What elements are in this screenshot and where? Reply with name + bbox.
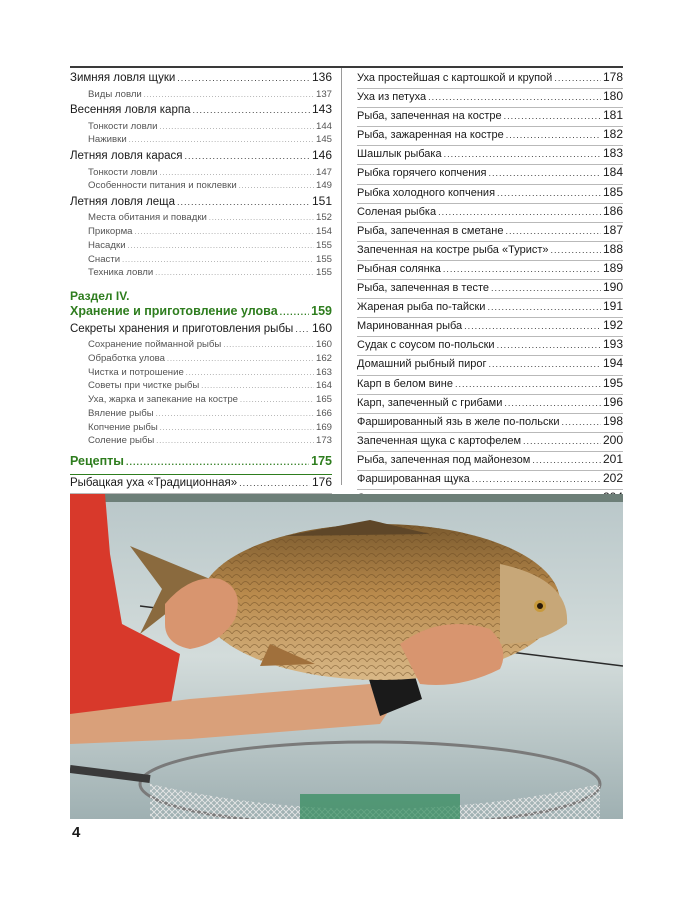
toc-entry-page: 184 <box>602 165 623 180</box>
toc-entry-page: 181 <box>602 108 623 123</box>
toc-entry-page: 180 <box>602 89 623 104</box>
toc-entry[interactable] <box>70 240 332 254</box>
toc-entry[interactable] <box>357 356 623 375</box>
leader-dots <box>428 92 601 102</box>
toc-entry-title: Рыба, зажаренная на костре <box>357 129 504 142</box>
toc-entry-title: Наживки <box>88 134 127 146</box>
toc-entry-page: 182 <box>602 127 623 142</box>
toc-entry-page: 194 <box>602 356 623 371</box>
leader-dots <box>491 283 601 293</box>
leader-dots <box>126 457 309 467</box>
toc-entry-page: 185 <box>602 184 623 199</box>
toc-entry[interactable] <box>70 226 332 240</box>
toc-entry-title: Фаршированный язь в желе по-польски <box>357 415 560 428</box>
toc-entry-title: Уха простейшая с картошкой и крупой <box>357 72 553 84</box>
leader-dots <box>497 340 601 350</box>
toc-entry[interactable] <box>357 146 623 165</box>
leader-dots <box>561 417 601 427</box>
leader-dots <box>209 215 314 222</box>
toc-entry-title: Рыбка горячего копчения <box>357 167 487 180</box>
toc-entry[interactable] <box>70 321 332 340</box>
toc-entry[interactable] <box>70 194 332 213</box>
toc-entry-page: 190 <box>602 280 623 295</box>
toc-entry[interactable] <box>70 102 332 121</box>
leader-dots <box>156 411 314 418</box>
toc-entry-page: 149 <box>315 180 332 192</box>
toc-entry-title: Виды ловли <box>88 88 142 100</box>
toc-entry[interactable] <box>357 318 623 337</box>
toc-entry-page: 176 <box>311 474 332 489</box>
toc-entry-title: Рыба, запеченная под майонезом <box>357 453 531 466</box>
toc-entry[interactable] <box>357 204 623 223</box>
leader-dots <box>455 379 601 389</box>
leader-dots <box>443 264 601 274</box>
toc-entry-title: Судак с соусом по-польски <box>357 339 495 352</box>
toc-entry-title: Секреты хранения и приготовления рыбы <box>70 322 294 335</box>
leader-dots <box>223 342 314 349</box>
leader-dots <box>135 229 314 236</box>
leader-dots <box>523 436 601 446</box>
toc-entry-page: 155 <box>315 253 332 265</box>
page-number: 4 <box>72 824 81 841</box>
toc-entry-page: 163 <box>315 366 332 378</box>
toc-entry[interactable] <box>357 127 623 146</box>
leader-dots <box>295 324 310 334</box>
toc-entry-title: Уха, жарка и запекание на костре <box>88 394 239 406</box>
toc-entry-title: Летняя ловля карася <box>70 150 183 163</box>
section-label: Раздел IV. <box>70 288 130 303</box>
toc-entry-page: 160 <box>315 339 332 351</box>
leader-dots <box>129 137 314 144</box>
toc-entry-title: Сохранение пойманной рыбы <box>88 339 222 351</box>
toc-entry[interactable] <box>357 223 623 242</box>
toc-entry-page: 201 <box>602 451 623 466</box>
leader-dots <box>167 356 314 363</box>
leader-dots <box>186 370 314 377</box>
toc-entry[interactable] <box>357 70 623 89</box>
toc-entry[interactable] <box>357 414 623 433</box>
toc-entry-title: Уха из петуха <box>357 91 427 104</box>
toc-entry-page: 166 <box>315 407 332 419</box>
toc-list-fishing <box>70 70 332 281</box>
toc-entry-title: Рыбка холодного копчения <box>357 186 496 199</box>
toc-entry[interactable] <box>357 280 623 299</box>
toc-entry[interactable] <box>357 165 623 184</box>
toc-entry-title: Маринованная рыба <box>357 320 463 333</box>
toc-entry-title: Техника ловли <box>88 267 154 279</box>
leader-dots <box>159 124 314 131</box>
toc-entry-page: 162 <box>315 353 332 365</box>
toc-entry[interactable] <box>357 185 623 204</box>
toc-entry-title: Карп в белом вине <box>357 377 453 390</box>
column-divider <box>341 68 342 485</box>
toc-entry-title: Насадки <box>88 239 126 251</box>
toc-entry-page: 200 <box>602 432 623 447</box>
toc-entry[interactable] <box>70 422 332 436</box>
toc-entry-title: Прикорма <box>88 226 133 238</box>
toc-entry[interactable] <box>70 121 332 135</box>
leader-dots <box>488 168 601 178</box>
leader-dots <box>192 105 309 115</box>
leader-dots <box>472 474 601 484</box>
toc-entry[interactable] <box>70 70 332 89</box>
toc-entry-page: 165 <box>315 394 332 406</box>
toc-entry-page: 155 <box>315 239 332 251</box>
leader-dots <box>177 197 310 207</box>
toc-entry-title: Рыбная солянка <box>357 262 441 275</box>
toc-entry[interactable] <box>70 380 332 394</box>
toc-entry-page: 202 <box>602 470 623 485</box>
leader-dots <box>532 455 601 465</box>
leader-dots <box>551 245 601 255</box>
toc-entry-page: 189 <box>602 260 623 275</box>
toc-entry-title: Тонкости ловли <box>88 120 158 132</box>
leader-dots <box>488 359 600 369</box>
toc-entry-title: Домашний рыбный пирог <box>357 358 487 371</box>
leader-dots <box>280 307 309 317</box>
leader-dots <box>504 111 601 121</box>
toc-entry-page: 195 <box>602 375 623 390</box>
toc-entry[interactable] <box>70 89 332 103</box>
toc-entry[interactable] <box>70 267 332 281</box>
toc-entry-page: 192 <box>602 318 623 333</box>
leader-dots <box>554 73 601 83</box>
toc-entry-title: Карп, запеченный с грибами <box>357 396 503 409</box>
recipes-page: 175 <box>311 453 332 468</box>
toc-entry[interactable] <box>357 376 623 395</box>
bream-photo <box>70 494 623 819</box>
toc-entry-title: Весенняя ловля карпа <box>70 104 191 117</box>
toc-entry-title: Рыбацкая уха «Традиционная» <box>70 476 238 489</box>
toc-entry-page: 186 <box>602 203 623 218</box>
toc-entry-page: 146 <box>311 148 332 163</box>
leader-dots <box>464 321 601 331</box>
toc-entry-page: 178 <box>602 70 623 84</box>
toc-entry[interactable] <box>357 261 623 280</box>
leader-dots <box>155 270 314 277</box>
toc-entry-title: Советы при чистке рыбы <box>88 380 200 392</box>
toc-entry-title: Соленая рыбка <box>357 205 437 218</box>
toc-entry-title: Фаршированная щука <box>357 472 470 485</box>
leader-dots <box>505 226 601 236</box>
toc-entry[interactable] <box>357 108 623 127</box>
toc-left-column <box>70 70 332 514</box>
leader-dots <box>504 398 601 408</box>
toc-entry-page: 183 <box>602 146 623 161</box>
toc-entry-title: Летняя ловля леща <box>70 195 176 208</box>
toc-entry[interactable] <box>70 212 332 226</box>
toc-entry-page: 187 <box>602 222 623 237</box>
toc-entry-title: Места обитания и повадки <box>88 212 207 224</box>
leader-dots <box>487 302 601 312</box>
toc-entry[interactable] <box>357 89 623 108</box>
toc-entry[interactable] <box>70 408 332 422</box>
toc-entry-page: 169 <box>315 421 332 433</box>
toc-entry-title: Зимняя ловля щуки <box>70 72 176 84</box>
leader-dots <box>444 149 601 159</box>
toc-entry-title: Запеченная щука с картофелем <box>357 434 522 447</box>
toc-entry-page: 152 <box>315 212 332 224</box>
toc-entry[interactable] <box>70 475 332 495</box>
toc-entry[interactable] <box>70 353 332 367</box>
toc-entry-title: Жареная рыба по-тайски <box>357 301 486 314</box>
toc-entry[interactable] <box>70 134 332 148</box>
toc-entry[interactable] <box>70 254 332 268</box>
recipes-title: Рецепты <box>70 453 124 468</box>
toc-entry-page: 196 <box>602 394 623 409</box>
toc-entry-page: 173 <box>315 435 332 447</box>
leader-dots <box>438 207 601 217</box>
leader-dots <box>160 425 314 432</box>
toc-entry-page: 188 <box>602 241 623 256</box>
toc-entry[interactable] <box>70 180 332 194</box>
leader-dots <box>128 243 314 250</box>
leader-dots <box>497 188 601 198</box>
toc-entry[interactable] <box>357 242 623 261</box>
section-title: Хранение и приготовление улова <box>70 303 278 318</box>
toc-entry-title: Чистка и потрошение <box>88 366 184 378</box>
toc-entry-page: 193 <box>602 337 623 352</box>
toc-entry[interactable] <box>70 435 332 449</box>
toc-entry-title: Шашлык рыбака <box>357 148 442 161</box>
toc-entry-page: 164 <box>315 380 332 392</box>
leader-dots <box>239 183 314 190</box>
toc-entry-title: Тонкости ловли <box>88 166 158 178</box>
leader-dots <box>177 73 310 83</box>
leader-dots <box>506 130 601 140</box>
toc-entry-title: Запеченная на костре рыба «Турист» <box>357 243 549 256</box>
toc-entry-title: Снасти <box>88 253 121 265</box>
leader-dots <box>239 478 310 488</box>
recipes-heading-row[interactable] <box>70 454 332 475</box>
toc-entry[interactable] <box>70 148 332 167</box>
toc-entry-page: 160 <box>311 320 332 335</box>
toc-entry-title: Особенности питания и поклевки <box>88 180 237 192</box>
toc-entry-page: 144 <box>315 120 332 132</box>
toc-entry[interactable] <box>70 394 332 408</box>
toc-entry[interactable] <box>357 337 623 356</box>
leader-dots <box>201 383 314 390</box>
toc-entry-page: 154 <box>315 226 332 238</box>
leader-dots <box>122 257 314 264</box>
toc-entry-title: Вяление рыбы <box>88 407 154 419</box>
leader-dots <box>144 92 314 99</box>
leader-dots <box>156 438 314 445</box>
section-page: 159 <box>311 303 332 318</box>
toc-entry[interactable] <box>70 167 332 181</box>
toc-entry-page: 151 <box>311 193 332 208</box>
toc-entry-page: 143 <box>311 102 332 117</box>
toc-entry[interactable] <box>357 452 623 471</box>
toc-entry-page: 136 <box>311 70 332 84</box>
toc-entry[interactable] <box>357 471 623 490</box>
toc-entry-page: 155 <box>315 267 332 279</box>
toc-entry-page: 191 <box>602 299 623 314</box>
toc-entry-title: Рыба, запеченная в тесте <box>357 282 489 295</box>
leader-dots <box>159 170 314 177</box>
section-title-row[interactable] <box>70 304 332 321</box>
toc-entry-title: Рыба, запеченная в сметане <box>357 224 504 237</box>
toc-entry-page: 198 <box>602 413 623 428</box>
toc-entry[interactable] <box>357 299 623 318</box>
toc-entry-title: Обработка улова <box>88 353 166 365</box>
leader-dots <box>240 397 314 404</box>
leader-dots <box>185 151 310 161</box>
toc-entry-title: Копчение рыбы <box>88 421 158 433</box>
toc-entry-page: 147 <box>315 166 332 178</box>
toc-entry[interactable] <box>357 395 623 414</box>
top-rule <box>70 66 623 68</box>
toc-entry-title: Соление рыбы <box>88 435 155 447</box>
toc-entry[interactable] <box>70 367 332 381</box>
toc-entry[interactable] <box>70 339 332 353</box>
toc-entry[interactable] <box>357 433 623 452</box>
toc-entry-page: 145 <box>315 134 332 146</box>
toc-entry-title: Рыба, запеченная на костре <box>357 110 502 123</box>
toc-list-storage <box>70 321 332 449</box>
toc-entry-page: 137 <box>315 88 332 100</box>
